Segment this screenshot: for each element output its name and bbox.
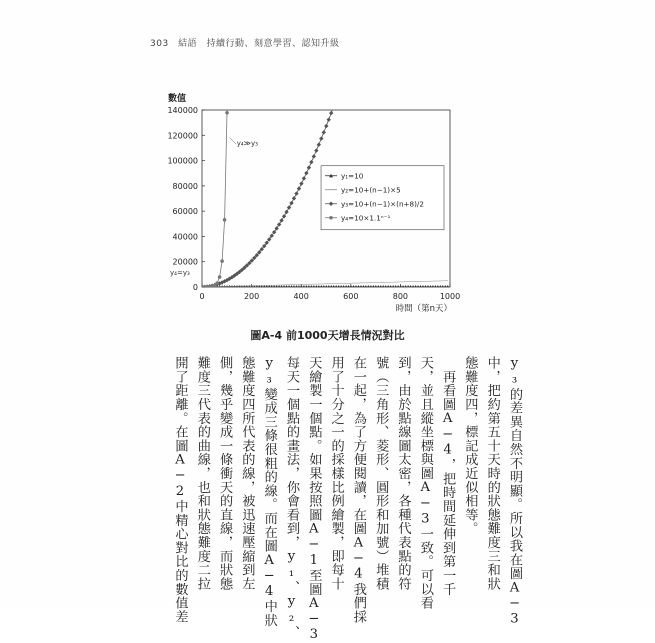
data-point xyxy=(312,154,316,158)
legend-entry: y₁=10 xyxy=(341,171,364,181)
annotation-upper: y₄≫y₃ xyxy=(236,139,258,148)
data-point xyxy=(225,111,229,115)
legend-entry: y₄=10×1.1ⁿ⁻¹ xyxy=(341,213,391,223)
annotation-arrow xyxy=(230,138,236,144)
x-tick-label: 600 xyxy=(343,292,359,301)
data-point xyxy=(279,218,283,222)
text-column: 側，幾乎變成一條衝天的直線，而狀態 xyxy=(217,356,233,591)
series-y4 xyxy=(200,88,229,289)
data-point xyxy=(218,275,222,279)
y-tick-label: 140000 xyxy=(167,106,198,115)
x-tick-label: 0 xyxy=(199,292,205,301)
legend-entry: y₂=10+(n−1)×5 xyxy=(341,185,401,195)
legend-entry: y₃=10+(n−1)×(n+8)/2 xyxy=(341,199,424,209)
data-point xyxy=(215,281,219,285)
data-point xyxy=(287,205,291,209)
vertical-body-text xyxy=(145,356,522,643)
x-tick-label: 400 xyxy=(293,292,309,301)
data-point xyxy=(302,176,306,180)
text-column: 態難度四，標記成近似相等。 xyxy=(462,356,478,536)
data-point xyxy=(324,124,328,128)
legend xyxy=(321,166,444,230)
text-column: y₃變成三條很粗的線。而在圖A−4中狀 xyxy=(261,356,277,628)
data-point xyxy=(272,230,276,234)
data-point xyxy=(282,214,286,218)
text-column: 中，把約第五十天時的狀態難度三和狀 xyxy=(484,356,500,591)
data-point xyxy=(292,196,296,200)
y-tick-label: 120000 xyxy=(167,131,198,141)
text-column: 再看圖A−4，把時間延伸到第一千 xyxy=(440,356,456,596)
series-y1 xyxy=(200,285,450,289)
y-tick-label: 100000 xyxy=(167,156,198,166)
data-point xyxy=(297,186,301,190)
data-point xyxy=(294,191,298,195)
data-point xyxy=(277,222,281,226)
series-line xyxy=(202,88,229,287)
y-tick-label: 80000 xyxy=(172,181,198,191)
text-column: 態難度四所代表的線，被迅速壓縮到左 xyxy=(239,356,255,591)
section-subtitle: 持續行動、刻意學習、認知升級 xyxy=(206,39,340,49)
text-column: 天繪製一個點。如果按照圖A−1至圖A−3 xyxy=(306,356,322,643)
y-tick-label: 60000 xyxy=(172,207,198,217)
x-tick-label: 200 xyxy=(243,292,260,301)
text-column: 在一起，為了方便閱讀，在圖A−4我們採 xyxy=(350,356,366,624)
text-column: y₃的差異自然不明顯。所以我在圖A−3 xyxy=(507,356,522,628)
data-point xyxy=(304,171,308,175)
section-title: 結語 xyxy=(178,39,198,49)
data-point xyxy=(309,160,313,164)
growth-comparison-chart xyxy=(160,88,470,326)
data-point xyxy=(314,148,318,152)
running-head xyxy=(150,36,345,49)
y-tick-label: 40000 xyxy=(172,232,198,242)
data-point xyxy=(299,181,303,185)
data-point xyxy=(284,210,288,214)
data-point xyxy=(289,201,293,205)
text-column: 到，由於點線圖太密，各種代表點的符 xyxy=(395,356,411,591)
data-point xyxy=(327,117,331,121)
text-column: 用了十分之一的採樣比例繪製，即每十 xyxy=(328,356,344,591)
y-tick-label: 20000 xyxy=(172,257,198,267)
text-column: 每天一個點的畫法，你會看到，y₁、y₂、 xyxy=(284,356,299,640)
data-point xyxy=(274,226,278,230)
figure-caption: 圖A-4 前1000天增長情況對比 xyxy=(250,329,405,342)
data-point xyxy=(322,130,326,134)
annotation-lower: y₄=y₃ xyxy=(170,268,190,277)
y-axis-label: 數值 xyxy=(168,94,187,104)
y-tick-label: 0 xyxy=(192,283,198,292)
text-column: 難度三代表的曲線，也和狀態難度二拉 xyxy=(194,356,210,591)
text-column: 開了距離。在圖A−2中精心對比的數值差 xyxy=(172,356,188,624)
data-point xyxy=(329,111,333,115)
data-point xyxy=(223,218,227,222)
data-point xyxy=(329,216,333,220)
text-column: 天，並且縱坐標與圖A−3一致。可以看 xyxy=(417,356,433,610)
page-number: 303 xyxy=(150,39,169,49)
data-point xyxy=(307,165,311,169)
data-point xyxy=(319,136,323,140)
data-point xyxy=(317,142,321,146)
x-tick-label: 1000 xyxy=(439,292,461,301)
data-point xyxy=(220,259,224,263)
text-column: 號（三角形、菱形、圓形和加號）堆積 xyxy=(373,356,389,591)
x-tick-label: 800 xyxy=(392,292,409,301)
x-axis-label: 時間（第n天） xyxy=(395,304,452,314)
